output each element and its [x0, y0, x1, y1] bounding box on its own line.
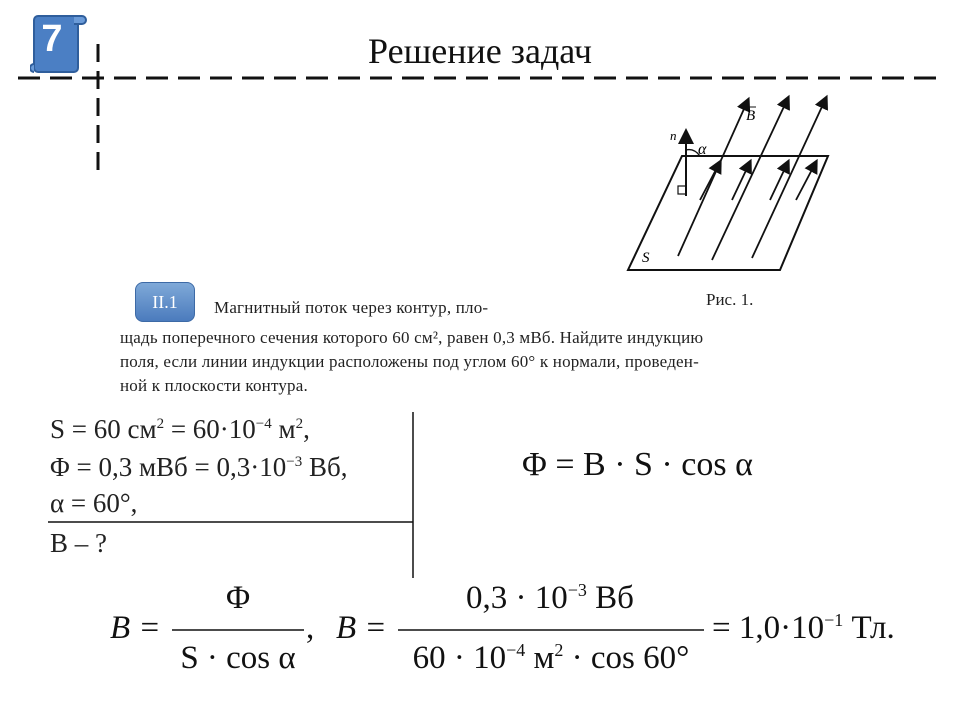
slide-number: 7: [41, 18, 63, 60]
page-title: Решение задач: [368, 31, 592, 71]
given-s-end: ,: [303, 414, 310, 444]
result: [712, 610, 895, 647]
given-s-prefix: S = 60 см: [50, 414, 157, 444]
den1: S · cos α: [180, 640, 296, 676]
fraction-1-den: [172, 640, 304, 677]
den2-b: м: [525, 640, 555, 676]
given-phi-prefix: Φ = 0,3 мВб = 0,3·10: [50, 452, 287, 482]
label-b: B: [746, 108, 756, 124]
fraction-2-num: [400, 580, 700, 617]
problem-line-3: поля, если линии индукции расположены под углом 60° к нормали, проведен-: [120, 352, 699, 371]
given-find: B – ?: [50, 528, 107, 558]
den2-a: 60 · 10: [412, 640, 507, 676]
given-phi-exp: −3: [286, 454, 303, 470]
given-s-mid: = 60·10: [164, 414, 256, 444]
den2-c: · cos 60°: [563, 640, 690, 676]
label-s: S: [642, 250, 650, 266]
den2-exp: −4: [506, 640, 526, 660]
given-s-unit: м: [271, 414, 296, 444]
given-s-exp3: 2: [295, 416, 304, 432]
b-lhs-1: B =: [110, 610, 161, 646]
result-b: Тл.: [843, 610, 895, 646]
num2-exp: −3: [567, 580, 587, 600]
fraction-1-bar: [172, 628, 304, 632]
given-phi-end: Вб,: [302, 452, 348, 482]
comma: ,: [306, 610, 315, 646]
label-n: n: [670, 128, 677, 143]
given-s-exp2: −4: [255, 416, 272, 432]
num2-a: 0,3 · 10: [466, 580, 568, 616]
result-exp: −1: [824, 610, 844, 630]
figure-caption: Рис. 1.: [706, 290, 754, 309]
den2-exp2: 2: [554, 640, 564, 660]
label-alpha: α: [698, 141, 707, 158]
result-a: = 1,0·10: [712, 610, 825, 646]
fraction-2-bar: [398, 628, 704, 632]
problem-line-2: щадь поперечного сечения которого 60 см², равен 0,3 мВб. Найдите индукцию: [120, 328, 704, 347]
main-formula: Φ = B · S · cos α: [522, 446, 753, 483]
problem-tag: II.1: [135, 282, 195, 322]
problem-line-4: ной к плоскости контура.: [120, 376, 308, 395]
num2-b: Вб: [586, 580, 634, 616]
given-angle: α = 60°,: [50, 488, 138, 518]
problem-line-1: Магнитный поток через контур, пло-: [214, 298, 489, 317]
fraction-2-den: [396, 640, 706, 677]
num1: Φ: [225, 580, 251, 616]
given-s-exp1: 2: [156, 416, 165, 432]
fraction-1-num: [172, 580, 304, 617]
b-lhs-2: B =: [336, 610, 387, 646]
